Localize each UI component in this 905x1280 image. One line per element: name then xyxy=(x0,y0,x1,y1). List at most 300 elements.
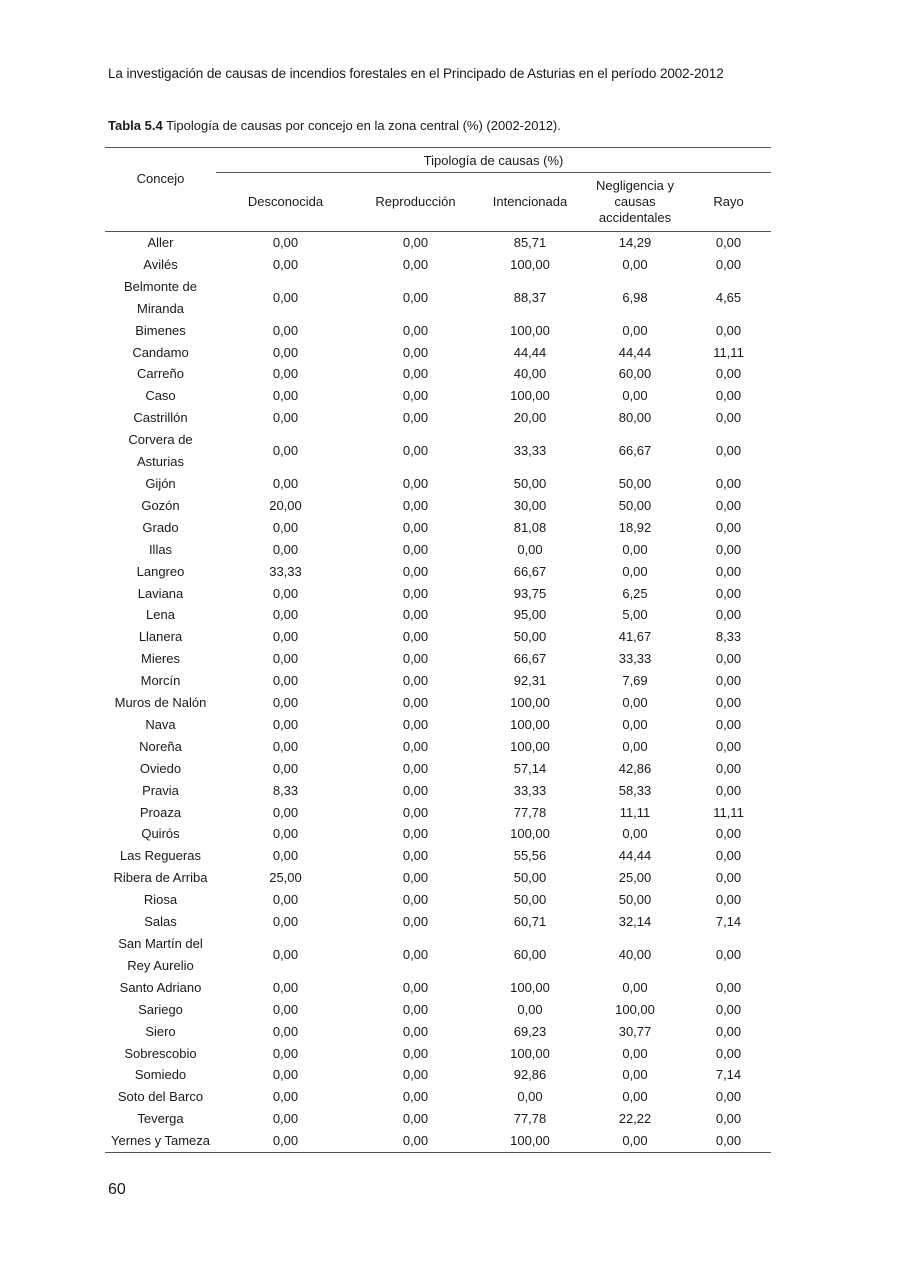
concejo-name-line: Siero xyxy=(145,1023,176,1039)
cell-desconocida: 0,00 xyxy=(272,979,299,995)
cell-rayo: 0,00 xyxy=(715,892,742,908)
cell-concejo xyxy=(105,320,216,342)
cell-intencionada: 93,75 xyxy=(513,585,547,601)
concejo-name-line: Gijón xyxy=(145,475,176,491)
cell-negligencia: 100,00 xyxy=(615,1001,655,1017)
cell-reproduccion: 0,00 xyxy=(402,322,429,338)
caption-label: Tabla 5.4 xyxy=(108,118,163,133)
cell-rayo: 0,00 xyxy=(715,497,742,513)
cell-desconocida: 0,00 xyxy=(272,443,299,459)
cell-desconocida: 0,00 xyxy=(272,585,299,601)
cell-concejo xyxy=(105,539,216,561)
table-row xyxy=(105,517,771,539)
table-row xyxy=(105,911,771,933)
cell-desconocida: 0,00 xyxy=(272,1001,299,1017)
cell-desconocida: 0,00 xyxy=(272,804,299,820)
cell-rayo: 0,00 xyxy=(715,1111,742,1127)
table-row xyxy=(105,232,771,254)
table-row xyxy=(105,539,771,561)
table-row xyxy=(105,1108,771,1130)
cell-intencionada: 50,00 xyxy=(513,870,547,886)
cell-reproduccion: 0,00 xyxy=(402,914,429,930)
cell-rayo: 11,11 xyxy=(713,804,744,820)
cell-concejo xyxy=(105,933,216,977)
cell-negligencia: 0,00 xyxy=(622,1067,648,1083)
concejo-name-line: Aller xyxy=(147,235,174,250)
cell-intencionada: 100,00 xyxy=(510,1045,550,1061)
table-row xyxy=(105,889,771,911)
cell-negligencia: 44,44 xyxy=(618,848,652,864)
cell-reproduccion: 0,00 xyxy=(402,695,429,711)
cell-reproduccion: 0,00 xyxy=(402,344,429,360)
header-negligencia-line: accidentales xyxy=(598,210,672,225)
cell-desconocida: 0,00 xyxy=(272,716,299,732)
cell-rayo: 0,00 xyxy=(715,585,742,601)
cell-desconocida: 0,00 xyxy=(272,1089,299,1105)
cell-desconocida: 0,00 xyxy=(272,366,299,382)
header-rayo: Rayo xyxy=(686,173,771,232)
cell-rayo: 0,00 xyxy=(715,1045,742,1061)
table-row xyxy=(105,802,771,824)
table-row xyxy=(105,780,771,802)
cell-reproduccion: 0,00 xyxy=(402,563,429,579)
cell-negligencia: 41,67 xyxy=(618,629,652,645)
concejo-name-line: Proaza xyxy=(139,804,182,820)
cell-desconocida: 8,33 xyxy=(272,782,299,798)
cell-rayo: 0,00 xyxy=(715,410,742,426)
cell-rayo: 0,00 xyxy=(715,388,742,404)
cell-desconocida: 33,33 xyxy=(269,563,302,579)
cell-concejo xyxy=(105,276,216,320)
cell-negligencia: 6,25 xyxy=(622,585,648,601)
concejo-name-line: Carreño xyxy=(137,366,184,382)
cell-desconocida: 0,00 xyxy=(272,388,299,404)
table-row xyxy=(105,429,771,473)
cell-negligencia: 50,00 xyxy=(618,497,652,513)
cell-reproduccion: 0,00 xyxy=(402,870,429,886)
cell-negligencia: 50,00 xyxy=(618,892,652,908)
cell-intencionada: 57,14 xyxy=(513,760,547,776)
cell-reproduccion: 0,00 xyxy=(402,475,429,491)
cell-rayo: 0,00 xyxy=(715,1023,742,1039)
cell-intencionada: 40,00 xyxy=(513,366,547,382)
cell-desconocida: 0,00 xyxy=(272,519,299,535)
cell-intencionada: 44,44 xyxy=(513,344,547,360)
cell-intencionada: 33,33 xyxy=(513,782,547,798)
cell-concejo xyxy=(105,867,216,889)
cell-concejo xyxy=(105,517,216,539)
concejo-name-line: Caso xyxy=(145,388,176,404)
table-row xyxy=(105,670,771,692)
cell-negligencia: 14,29 xyxy=(618,235,652,250)
cell-rayo: 0,00 xyxy=(715,322,742,338)
cell-reproduccion: 0,00 xyxy=(402,804,429,820)
cell-negligencia: 0,00 xyxy=(622,541,648,557)
table-row xyxy=(105,495,771,517)
concejo-name-line: San Martín del xyxy=(118,936,203,951)
table-row xyxy=(105,342,771,364)
cell-desconocida: 0,00 xyxy=(272,1111,299,1127)
cell-reproduccion: 0,00 xyxy=(402,716,429,732)
header-negligencia-line: causas xyxy=(614,194,656,209)
table-row xyxy=(105,977,771,999)
cell-reproduccion: 0,00 xyxy=(402,585,429,601)
concejo-name-line: Llanera xyxy=(138,629,183,645)
cell-reproduccion: 0,00 xyxy=(402,607,429,623)
cell-concejo xyxy=(105,911,216,933)
cell-rayo: 0,00 xyxy=(715,1001,742,1017)
concejo-name-line: Pravia xyxy=(142,782,179,798)
cell-rayo: 0,00 xyxy=(715,716,742,732)
cell-reproduccion: 0,00 xyxy=(402,410,429,426)
cell-concejo xyxy=(105,254,216,276)
cell-negligencia: 32,14 xyxy=(618,914,652,930)
cell-reproduccion: 0,00 xyxy=(402,826,429,842)
cell-desconocida: 0,00 xyxy=(272,651,299,667)
cell-rayo: 0,00 xyxy=(715,475,742,491)
cell-negligencia: 0,00 xyxy=(622,1045,648,1061)
cell-negligencia: 0,00 xyxy=(622,388,648,404)
concejo-name-line: Teverga xyxy=(137,1111,184,1127)
cell-intencionada: 100,00 xyxy=(510,695,550,711)
cell-negligencia: 5,00 xyxy=(622,607,648,623)
cell-intencionada: 0,00 xyxy=(517,1089,543,1105)
cell-desconocida: 0,00 xyxy=(272,410,299,426)
cell-desconocida: 0,00 xyxy=(272,475,299,491)
concejo-name-line: Mieres xyxy=(140,651,180,667)
concejo-name-line: Noreña xyxy=(139,738,182,754)
cell-rayo: 4,65 xyxy=(715,289,742,305)
concejo-name-line: Belmonte de xyxy=(124,278,197,294)
cell-negligencia: 0,00 xyxy=(622,563,648,579)
concejo-name-line: Candamo xyxy=(132,344,189,360)
cell-concejo xyxy=(105,736,216,758)
cell-negligencia: 22,22 xyxy=(618,1111,652,1127)
cell-reproduccion: 0,00 xyxy=(402,629,429,645)
cell-negligencia: 0,00 xyxy=(622,716,648,732)
cell-reproduccion: 0,00 xyxy=(402,1089,429,1105)
concejo-name-line: Santo Adriano xyxy=(119,979,202,995)
cell-reproduccion: 0,00 xyxy=(402,979,429,995)
cell-reproduccion: 0,00 xyxy=(402,782,429,798)
cell-desconocida: 0,00 xyxy=(272,1023,299,1039)
table-row xyxy=(105,845,771,867)
cell-intencionada: 100,00 xyxy=(510,826,550,842)
table-row xyxy=(105,736,771,758)
running-header: La investigación de causas de incendios forestales en el Principado de Asturias en el período 2002-2012 xyxy=(108,66,724,81)
table-row xyxy=(105,1043,771,1065)
cell-desconocida: 0,00 xyxy=(272,289,299,305)
concejo-name-line: Langreo xyxy=(136,563,185,579)
table-row xyxy=(105,473,771,495)
cell-desconocida: 0,00 xyxy=(272,256,299,272)
concejo-name-line: Muros de Nalón xyxy=(114,695,207,711)
cell-reproduccion: 0,00 xyxy=(402,892,429,908)
cell-rayo: 0,00 xyxy=(715,256,742,272)
cell-desconocida: 0,00 xyxy=(272,946,299,962)
cell-negligencia: 0,00 xyxy=(622,256,648,272)
concejo-name-line: Asturias xyxy=(137,454,184,470)
cell-rayo: 0,00 xyxy=(715,848,742,864)
cell-concejo xyxy=(105,604,216,626)
cell-negligencia: 0,00 xyxy=(622,322,648,338)
cell-negligencia: 7,69 xyxy=(622,673,648,689)
table-row xyxy=(105,867,771,889)
header-group: Tipología de causas (%) xyxy=(216,148,771,173)
cell-concejo xyxy=(105,1108,216,1130)
cell-reproduccion: 0,00 xyxy=(402,946,429,962)
cell-rayo: 0,00 xyxy=(686,1130,771,1152)
cell-reproduccion: 0,00 xyxy=(402,651,429,667)
cell-desconocida: 0,00 xyxy=(272,738,299,754)
cell-negligencia: 50,00 xyxy=(618,475,652,491)
cell-concejo xyxy=(105,889,216,911)
table-row xyxy=(105,823,771,845)
cell-rayo: 0,00 xyxy=(715,519,742,535)
cell-intencionada: 66,67 xyxy=(513,651,547,667)
cell-desconocida: 0,00 xyxy=(272,235,299,250)
cell-concejo xyxy=(105,758,216,780)
header-reproduccion: Reproducción xyxy=(355,173,476,232)
cell-intencionada: 100,00 xyxy=(510,716,550,732)
page-number: 60 xyxy=(108,1181,126,1198)
cell-intencionada: 60,00 xyxy=(513,946,547,962)
table-row xyxy=(105,999,771,1021)
cell-rayo: 0,00 xyxy=(715,760,742,776)
cell-rayo: 0,00 xyxy=(715,366,742,382)
concejo-name-line: Nava xyxy=(145,716,176,732)
cell-negligencia: 0,00 xyxy=(622,738,648,754)
cell-rayo: 7,14 xyxy=(715,1067,742,1083)
concejo-name-line: Oviedo xyxy=(139,760,182,776)
cell-rayo: 0,00 xyxy=(715,563,742,579)
concejo-name-line: Sobrescobio xyxy=(124,1045,197,1061)
cell-reproduccion: 0,00 xyxy=(402,760,429,776)
cell-intencionada: 95,00 xyxy=(513,607,547,623)
cell-concejo xyxy=(105,977,216,999)
concejo-name-line: Riosa xyxy=(143,892,178,908)
cell-reproduccion: 0,00 xyxy=(402,541,429,557)
concejo-name-line: Las Regueras xyxy=(120,848,201,864)
concejo-name-line: Salas xyxy=(144,914,177,930)
concejo-name-line: Miranda xyxy=(137,300,184,316)
cell-desconocida: 0,00 xyxy=(272,344,299,360)
cell-reproduccion: 0,00 xyxy=(402,673,429,689)
cell-reproduccion: 0,00 xyxy=(402,1111,429,1127)
cell-negligencia: 33,33 xyxy=(618,651,652,667)
cell-concejo xyxy=(105,1043,216,1065)
cell-negligencia: 42,86 xyxy=(618,760,652,776)
causes-table-container xyxy=(105,147,771,1153)
cell-concejo xyxy=(105,1021,216,1043)
cell-reproduccion: 0,00 xyxy=(402,443,429,459)
table-row xyxy=(105,583,771,605)
cell-rayo: 0,00 xyxy=(715,673,742,689)
cell-intencionada: 77,78 xyxy=(513,804,547,820)
cell-negligencia: 18,92 xyxy=(618,519,652,535)
cell-concejo xyxy=(105,1086,216,1108)
cell-reproduccion: 0,00 xyxy=(402,366,429,382)
cell-concejo xyxy=(105,561,216,583)
concejo-name-line: Bimenes xyxy=(135,322,186,338)
cell-desconocida: 0,00 xyxy=(272,673,299,689)
table-row xyxy=(105,648,771,670)
cell-negligencia: 0,00 xyxy=(622,826,648,842)
cell-reproduccion: 0,00 xyxy=(355,1130,476,1152)
table-row xyxy=(105,692,771,714)
cell-concejo xyxy=(105,692,216,714)
cell-concejo xyxy=(105,845,216,867)
cell-rayo: 0,00 xyxy=(715,541,742,557)
cell-desconocida: 0,00 xyxy=(272,892,299,908)
table-row xyxy=(105,276,771,320)
cell-intencionada: 69,23 xyxy=(513,1023,547,1039)
table-row xyxy=(105,385,771,407)
cell-desconocida: 0,00 xyxy=(272,826,299,842)
cell-concejo xyxy=(105,232,216,254)
cell-desconocida: 0,00 xyxy=(272,848,299,864)
table-row xyxy=(105,933,771,977)
cell-intencionada: 100,00 xyxy=(510,388,550,404)
cell-rayo: 0,00 xyxy=(715,651,742,667)
concejo-name-line: Ribera de Arriba xyxy=(113,870,208,886)
cell-rayo: 0,00 xyxy=(715,946,742,962)
causes-table xyxy=(105,147,771,1153)
concejo-name-line: Gozón xyxy=(141,497,180,513)
table-row xyxy=(105,758,771,780)
cell-desconocida: 20,00 xyxy=(269,497,302,513)
cell-intencionada: 30,00 xyxy=(513,497,547,513)
cell-desconocida: 25,00 xyxy=(269,870,302,886)
cell-reproduccion: 0,00 xyxy=(402,256,429,272)
cell-intencionada: 50,00 xyxy=(513,892,547,908)
cell-intencionada: 60,71 xyxy=(513,914,547,930)
cell-concejo xyxy=(105,495,216,517)
table-row xyxy=(105,1021,771,1043)
table-row xyxy=(105,320,771,342)
cell-concejo xyxy=(105,385,216,407)
header-negligencia xyxy=(584,173,686,232)
cell-desconocida: 0,00 xyxy=(272,914,299,930)
concejo-name-line: Avilés xyxy=(143,256,178,272)
cell-concejo xyxy=(105,363,216,385)
cell-negligencia: 80,00 xyxy=(618,410,652,426)
cell-concejo xyxy=(105,802,216,824)
table-row xyxy=(105,1086,771,1108)
cell-desconocida: 0,00 xyxy=(272,607,299,623)
cell-concejo xyxy=(105,999,216,1021)
cell-negligencia: 0,00 xyxy=(622,695,648,711)
concejo-name-line: Sariego xyxy=(138,1001,183,1017)
cell-concejo xyxy=(105,823,216,845)
cell-rayo: 0,00 xyxy=(715,870,742,886)
cell-intencionada: 50,00 xyxy=(513,629,547,645)
cell-negligencia: 30,77 xyxy=(618,1023,652,1039)
concejo-name-line: Lena xyxy=(146,607,175,623)
cell-intencionada: 100,00 xyxy=(510,979,550,995)
cell-negligencia: 66,67 xyxy=(618,443,652,459)
cell-intencionada: 92,31 xyxy=(513,673,547,689)
cell-rayo: 0,00 xyxy=(715,782,742,798)
cell-desconocida: 0,00 xyxy=(272,1045,299,1061)
cell-concejo xyxy=(105,429,216,473)
cell-rayo: 0,00 xyxy=(715,235,742,250)
cell-rayo: 0,00 xyxy=(715,607,742,623)
concejo-name-line: Illas xyxy=(148,541,173,557)
cell-reproduccion: 0,00 xyxy=(402,519,429,535)
cell-rayo: 0,00 xyxy=(715,695,742,711)
cell-rayo: 8,33 xyxy=(715,629,742,645)
header-concejo: Concejo xyxy=(105,148,216,232)
table-row xyxy=(105,254,771,276)
table-caption xyxy=(108,118,561,133)
cell-concejo xyxy=(105,342,216,364)
cell-intencionada: 81,08 xyxy=(513,519,547,535)
header-desconocida: Desconocida xyxy=(216,173,355,232)
cell-reproduccion: 0,00 xyxy=(402,1045,429,1061)
cell-intencionada: 77,78 xyxy=(513,1111,547,1127)
header-negligencia-line: Negligencia y xyxy=(595,178,675,193)
header-intencionada: Intencionada xyxy=(476,173,584,232)
cell-rayo: 0,00 xyxy=(715,826,742,842)
cell-intencionada: 66,67 xyxy=(513,563,547,579)
cell-intencionada: 100,00 xyxy=(476,1130,584,1152)
concejo-name-line: Grado xyxy=(142,519,179,535)
concejo-name-line: Somiedo xyxy=(134,1067,187,1083)
table-head xyxy=(105,148,771,232)
cell-concejo xyxy=(105,583,216,605)
caption-text: Tipología de causas por concejo en la zona central (%) (2002-2012). xyxy=(162,118,561,133)
cell-desconocida: 0,00 xyxy=(272,695,299,711)
cell-concejo xyxy=(105,648,216,670)
cell-intencionada: 85,71 xyxy=(513,235,547,250)
cell-negligencia: 44,44 xyxy=(618,344,652,360)
cell-negligencia: 11,11 xyxy=(619,804,651,820)
cell-reproduccion: 0,00 xyxy=(402,497,429,513)
cell-reproduccion: 0,00 xyxy=(402,1023,429,1039)
table-row xyxy=(105,561,771,583)
cell-desconocida: 0,00 xyxy=(272,629,299,645)
cell-concejo xyxy=(105,714,216,736)
cell-concejo xyxy=(105,670,216,692)
cell-rayo: 7,14 xyxy=(715,914,742,930)
cell-rayo: 11,11 xyxy=(713,344,744,360)
cell-desconocida: 0,00 xyxy=(272,1067,299,1083)
concejo-name-line: Quirós xyxy=(141,826,180,842)
cell-reproduccion: 0,00 xyxy=(402,738,429,754)
cell-desconocida: 0,00 xyxy=(272,322,299,338)
concejo-name-line: Morcín xyxy=(140,673,181,689)
cell-concejo xyxy=(105,473,216,495)
cell-intencionada: 0,00 xyxy=(517,541,543,557)
cell-negligencia: 0,00 xyxy=(584,1130,686,1152)
concejo-name-line: Laviana xyxy=(137,585,184,601)
cell-concejo xyxy=(105,1064,216,1086)
cell-intencionada: 50,00 xyxy=(513,475,547,491)
cell-negligencia: 0,00 xyxy=(622,1089,648,1105)
cell-reproduccion: 0,00 xyxy=(402,388,429,404)
cell-intencionada: 92,86 xyxy=(513,1067,547,1083)
cell-negligencia: 58,33 xyxy=(618,782,652,798)
cell-reproduccion: 0,00 xyxy=(402,1067,429,1083)
cell-intencionada: 88,37 xyxy=(513,289,547,305)
cell-concejo xyxy=(105,626,216,648)
cell-intencionada: 100,00 xyxy=(510,256,550,272)
cell-reproduccion: 0,00 xyxy=(402,1001,429,1017)
cell-intencionada: 100,00 xyxy=(510,738,550,754)
cell-rayo: 0,00 xyxy=(715,738,742,754)
table-row xyxy=(105,407,771,429)
